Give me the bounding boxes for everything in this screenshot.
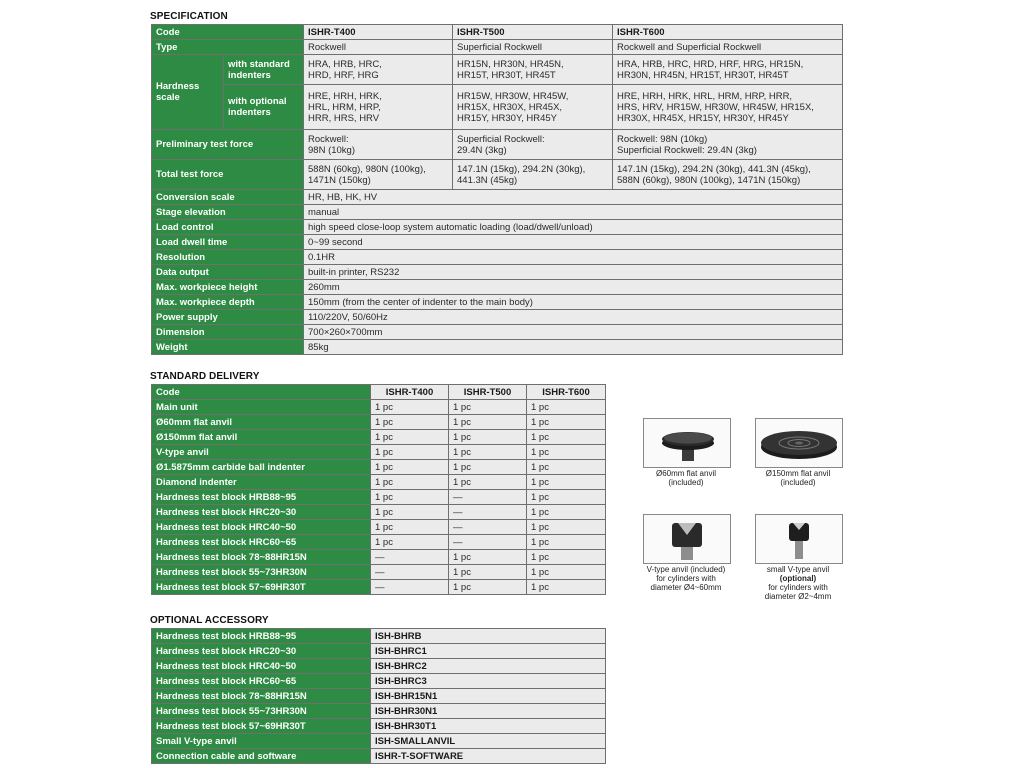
- spec-row-value: HR, HB, HK, HV: [304, 190, 843, 205]
- spec-row-value: 700×260×700mm: [304, 325, 843, 340]
- delivery-cell: 1 pc: [371, 400, 449, 415]
- delivery-model-t500: ISHR-T500: [449, 385, 527, 400]
- delivery-row-label: Ø60mm flat anvil: [152, 415, 371, 430]
- spec-row-value: 110/220V, 50/60Hz: [304, 310, 843, 325]
- delivery-row-label: Hardness test block HRC60~65: [152, 535, 371, 550]
- delivery-row-label: Main unit: [152, 400, 371, 415]
- delivery-cell: 1 pc: [449, 430, 527, 445]
- standard-delivery-title: STANDARD DELIVERY: [150, 371, 260, 382]
- accessory-label: Connection cable and software: [152, 749, 371, 764]
- flat-anvil-60-caption: [633, 469, 739, 487]
- delivery-cell: 1 pc: [527, 475, 606, 490]
- delivery-cell: 1 pc: [527, 460, 606, 475]
- caption-line: for cylinders with: [656, 574, 716, 583]
- spec-prelim-t400: Rockwell: 98N (10kg): [304, 130, 453, 160]
- delivery-row-label: Hardness test block HRC40~50: [152, 520, 371, 535]
- spec-type-label: Type: [152, 40, 304, 55]
- delivery-cell: 1 pc: [527, 415, 606, 430]
- delivery-code-label: Code: [152, 385, 371, 400]
- delivery-row-label: Hardness test block HRB88~95: [152, 490, 371, 505]
- spec-row-value: high speed close-loop system automatic loading (load/dwell/unload): [304, 220, 843, 235]
- spec-std-t600: HRA, HRB, HRC, HRD, HRF, HRG, HR15N, HR30N, HR45N, HR15T, HR30T, HR45T: [613, 55, 843, 85]
- delivery-cell: 1 pc: [527, 505, 606, 520]
- spec-hardness-label: Hardness scale: [152, 55, 224, 130]
- spec-opt-indenters-label: with optional indenters: [224, 85, 304, 130]
- spec-row-value: 85kg: [304, 340, 843, 355]
- delivery-cell: 1 pc: [527, 535, 606, 550]
- delivery-cell: 1 pc: [371, 460, 449, 475]
- accessory-code: ISH-SMALLANVIL: [371, 734, 606, 749]
- flat-anvil-60-image: [643, 418, 731, 468]
- spec-type-t400: Rockwell: [304, 40, 453, 55]
- v-type-anvil-image: [643, 514, 731, 564]
- spec-row-label: Max. workpiece depth: [152, 295, 304, 310]
- spec-row-value: 260mm: [304, 280, 843, 295]
- optional-accessory-table: [151, 628, 606, 764]
- delivery-row-label: Diamond indenter: [152, 475, 371, 490]
- delivery-cell: 1 pc: [527, 565, 606, 580]
- accessory-code: ISH-BHR30T1: [371, 719, 606, 734]
- spec-opt-t400: HRE, HRH, HRK, HRL, HRM, HRP, HRR, HRS, HRV: [304, 85, 453, 130]
- delivery-row-label: Hardness test block 55~73HR30N: [152, 565, 371, 580]
- accessory-code: ISH-BHRC1: [371, 644, 606, 659]
- spec-row-label: Conversion scale: [152, 190, 304, 205]
- caption-line: Ø150mm flat anvil: [765, 469, 831, 478]
- delivery-cell: 1 pc: [371, 415, 449, 430]
- spec-total-t500: 147.1N (15kg), 294.2N (30kg), 441.3N (45kg): [453, 160, 613, 190]
- delivery-cell: 1 pc: [371, 535, 449, 550]
- spec-row-label: Dimension: [152, 325, 304, 340]
- spec-model-t400: ISHR-T400: [304, 25, 453, 40]
- spec-prelim-t500: Superficial Rockwell: 29.4N (3kg): [453, 130, 613, 160]
- spec-prelim-label: Preliminary test force: [152, 130, 304, 160]
- standard-delivery-table: [151, 384, 606, 595]
- delivery-model-t400: ISHR-T400: [371, 385, 449, 400]
- spec-total-label: Total test force: [152, 160, 304, 190]
- delivery-row-label: Hardness test block HRC20~30: [152, 505, 371, 520]
- spec-model-t500: ISHR-T500: [453, 25, 613, 40]
- delivery-cell: 1 pc: [371, 445, 449, 460]
- spec-row-label: Resolution: [152, 250, 304, 265]
- small-v-type-anvil-image: [755, 514, 843, 564]
- accessory-label: Small V-type anvil: [152, 734, 371, 749]
- specification-title: SPECIFICATION: [150, 11, 228, 22]
- spec-total-t400: 588N (60kg), 980N (100kg), 1471N (150kg): [304, 160, 453, 190]
- caption-line: diameter Ø4~60mm: [650, 583, 722, 592]
- spec-row-label: Load control: [152, 220, 304, 235]
- accessory-code: ISH-BHRB: [371, 629, 606, 644]
- delivery-cell: —: [449, 505, 527, 520]
- delivery-cell: 1 pc: [527, 430, 606, 445]
- optional-accessory-title: OPTIONAL ACCESSORY: [150, 615, 269, 626]
- delivery-cell: 1 pc: [449, 565, 527, 580]
- accessory-code: ISH-BHR15N1: [371, 689, 606, 704]
- delivery-cell: 1 pc: [449, 550, 527, 565]
- caption-line: small V-type anvil: [766, 565, 830, 574]
- caption-line: (optional): [779, 574, 817, 583]
- delivery-cell: 1 pc: [371, 430, 449, 445]
- spec-row-label: Weight: [152, 340, 304, 355]
- v-type-anvil-caption: [628, 565, 744, 592]
- delivery-cell: 1 pc: [527, 520, 606, 535]
- spec-std-t500: HR15N, HR30N, HR45N, HR15T, HR30T, HR45T: [453, 55, 613, 85]
- delivery-cell: 1 pc: [527, 400, 606, 415]
- delivery-cell: 1 pc: [527, 445, 606, 460]
- delivery-cell: —: [449, 490, 527, 505]
- spec-model-t600: ISHR-T600: [613, 25, 843, 40]
- caption-line: Ø60mm flat anvil: [655, 469, 717, 478]
- delivery-cell: 1 pc: [449, 460, 527, 475]
- delivery-cell: 1 pc: [527, 580, 606, 595]
- specification-table: [151, 24, 843, 355]
- accessory-label: Hardness test block 57~69HR30T: [152, 719, 371, 734]
- delivery-cell: 1 pc: [449, 475, 527, 490]
- delivery-cell: —: [371, 550, 449, 565]
- spec-type-t500: Superficial Rockwell: [453, 40, 613, 55]
- spec-row-label: Power supply: [152, 310, 304, 325]
- delivery-row-label: Ø1.5875mm carbide ball indenter: [152, 460, 371, 475]
- spec-row-value: 150mm (from the center of indenter to the main body): [304, 295, 843, 310]
- delivery-row-label: Hardness test block 78~88HR15N: [152, 550, 371, 565]
- spec-total-t600: 147.1N (15kg), 294.2N (30kg), 441.3N (45kg), 588N (60kg), 980N (100kg), 1471N (150kg): [613, 160, 843, 190]
- delivery-cell: —: [371, 580, 449, 595]
- spec-row-value: manual: [304, 205, 843, 220]
- small-v-type-anvil-caption: [740, 565, 856, 601]
- spec-row-value: 0.1HR: [304, 250, 843, 265]
- accessory-code: ISH-BHR30N1: [371, 704, 606, 719]
- spec-row-label: Load dwell time: [152, 235, 304, 250]
- spec-prelim-t600: Rockwell: 98N (10kg) Superficial Rockwell: 29.4N (3kg): [613, 130, 843, 160]
- delivery-row-label: V-type anvil: [152, 445, 371, 460]
- delivery-cell: —: [449, 520, 527, 535]
- spec-std-t400: HRA, HRB, HRC, HRD, HRF, HRG: [304, 55, 453, 85]
- spec-std-indenters-label: with standard indenters: [224, 55, 304, 85]
- accessory-label: Hardness test block 78~88HR15N: [152, 689, 371, 704]
- accessory-label: Hardness test block HRC20~30: [152, 644, 371, 659]
- spec-type-t600: Rockwell and Superficial Rockwell: [613, 40, 843, 55]
- delivery-cell: 1 pc: [449, 580, 527, 595]
- spec-row-label: Max. workpiece height: [152, 280, 304, 295]
- spec-row-label: Data output: [152, 265, 304, 280]
- accessory-code: ISH-BHRC2: [371, 659, 606, 674]
- caption-line: V-type anvil (included): [646, 565, 726, 574]
- delivery-cell: 1 pc: [371, 505, 449, 520]
- caption-line: for cylinders with: [768, 583, 828, 592]
- delivery-model-t600: ISHR-T600: [527, 385, 606, 400]
- flat-anvil-150-image: [755, 418, 843, 468]
- delivery-row-label: Ø150mm flat anvil: [152, 430, 371, 445]
- delivery-cell: 1 pc: [527, 550, 606, 565]
- spec-row-value: 0~99 second: [304, 235, 843, 250]
- delivery-cell: 1 pc: [449, 415, 527, 430]
- spec-opt-t500: HR15W, HR30W, HR45W, HR15X, HR30X, HR45X, HR15Y, HR30Y, HR45Y: [453, 85, 613, 130]
- delivery-cell: —: [449, 535, 527, 550]
- accessory-label: Hardness test block 55~73HR30N: [152, 704, 371, 719]
- spec-row-label: Stage elevation: [152, 205, 304, 220]
- spec-opt-t600: HRE, HRH, HRK, HRL, HRM, HRP, HRR, HRS, HRV, HR15W, HR30W, HR45W, HR15X, HR30X, HR45X, HR15Y, HR30Y, HR45Y: [613, 85, 843, 130]
- spec-code-label: Code: [152, 25, 304, 40]
- spec-row-value: built-in printer, RS232: [304, 265, 843, 280]
- accessory-code: ISHR-T-SOFTWARE: [371, 749, 606, 764]
- delivery-cell: 1 pc: [371, 475, 449, 490]
- accessory-label: Hardness test block HRB88~95: [152, 629, 371, 644]
- flat-anvil-150-caption: [745, 469, 851, 487]
- delivery-cell: 1 pc: [449, 445, 527, 460]
- caption-line: (included): [780, 478, 816, 487]
- delivery-cell: —: [371, 565, 449, 580]
- delivery-cell: 1 pc: [449, 400, 527, 415]
- delivery-cell: 1 pc: [371, 490, 449, 505]
- accessory-label: Hardness test block HRC60~65: [152, 674, 371, 689]
- accessory-label: Hardness test block HRC40~50: [152, 659, 371, 674]
- delivery-cell: 1 pc: [527, 490, 606, 505]
- caption-line: (included): [668, 478, 704, 487]
- delivery-row-label: Hardness test block 57~69HR30T: [152, 580, 371, 595]
- caption-line: diameter Ø2~4mm: [764, 592, 832, 601]
- accessory-code: ISH-BHRC3: [371, 674, 606, 689]
- delivery-cell: 1 pc: [371, 520, 449, 535]
